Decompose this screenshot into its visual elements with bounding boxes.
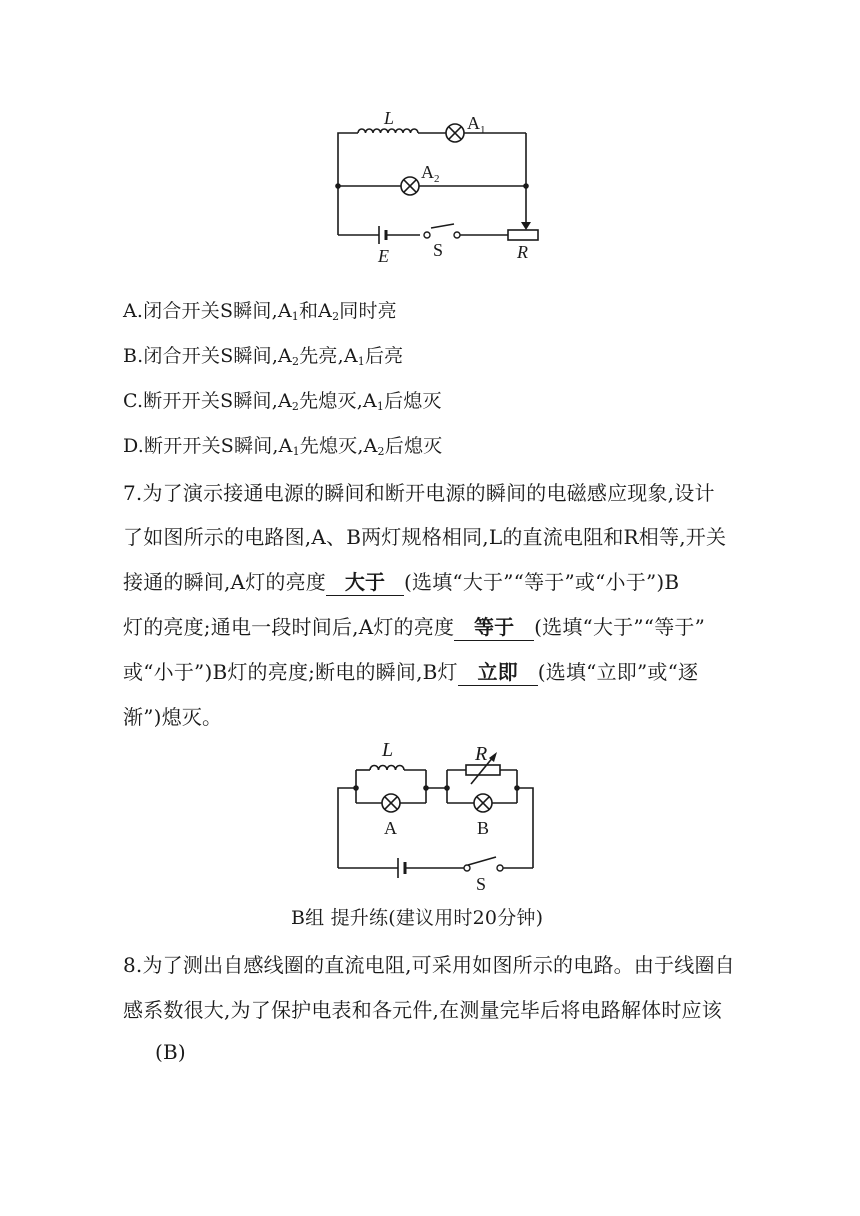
inductor-coil [358,129,418,133]
option-c: C.断开开关S瞬间$,A_2$先熄灭$,A_1$后熄灭 [123,390,442,413]
option-a: A.闭合开关S瞬间$,A_1$和$A_2$同时亮 [123,300,397,323]
q8-line-2: 感系数很大,为了保护电表和各元件,在测量完毕后将电路解体时应该 [123,998,722,1022]
q8-line-1: 8.为了测出自感线圈的直流电阻,可采用如图所示的电路。由于线圈自 [123,953,735,977]
answer-blank-2: 等于 [454,611,534,641]
q7-line-4: 灯的亮度;通电一段时间后,A灯的亮度 等于 (选填“大于”“等于” [123,611,705,641]
option-d: D.断开开关S瞬间$,A_1$先熄灭$,A_2$后熄灭 [123,435,443,458]
circuit-diagram-2 [0,730,860,900]
q7-line-5: 或“小于”)B灯的亮度;断电的瞬间,B灯 立即 (选填“立即”或“逐 [123,656,698,686]
q7-line-2: 了如图所示的电路图,A、B两灯规格相同,L的直流电阻和R相等,开关 [123,525,727,549]
section-title: B组 提升练(建议用时20分钟) [291,907,544,929]
q7-line-6: 渐”)熄灭。 [123,705,223,729]
label-a: A [384,818,397,838]
label-r: R [517,242,528,262]
inductor-coil-2 [370,766,404,771]
q7-line-1: 7.为了演示接通电源的瞬间和断开电源的瞬间的电磁感应现象,设计 [123,481,715,505]
q8-answer: (B) [155,1040,186,1064]
label-b: B [477,818,490,838]
label-s: S [433,240,444,260]
circuit-diagram-1 [0,0,860,280]
q7-line-3: 接通的瞬间,A灯的亮度 大于 (选填“大于”“等于”或“小于”)B [123,566,679,596]
option-b: B.闭合开关S瞬间$,A_2$先亮$,A_1$后亮 [123,345,404,368]
rheostat [508,230,538,240]
answer-blank-3: 立即 [458,656,538,686]
label-l: L [384,108,395,128]
label-l-2: L [382,739,394,761]
label-e: E [378,246,389,266]
label-a2: $A_2$ [421,162,440,185]
answer-blank-1: 大于 [326,566,404,596]
label-r-2: R [475,743,488,765]
label-a1: $A_1$ [467,113,486,136]
label-s-2: S [476,874,487,894]
